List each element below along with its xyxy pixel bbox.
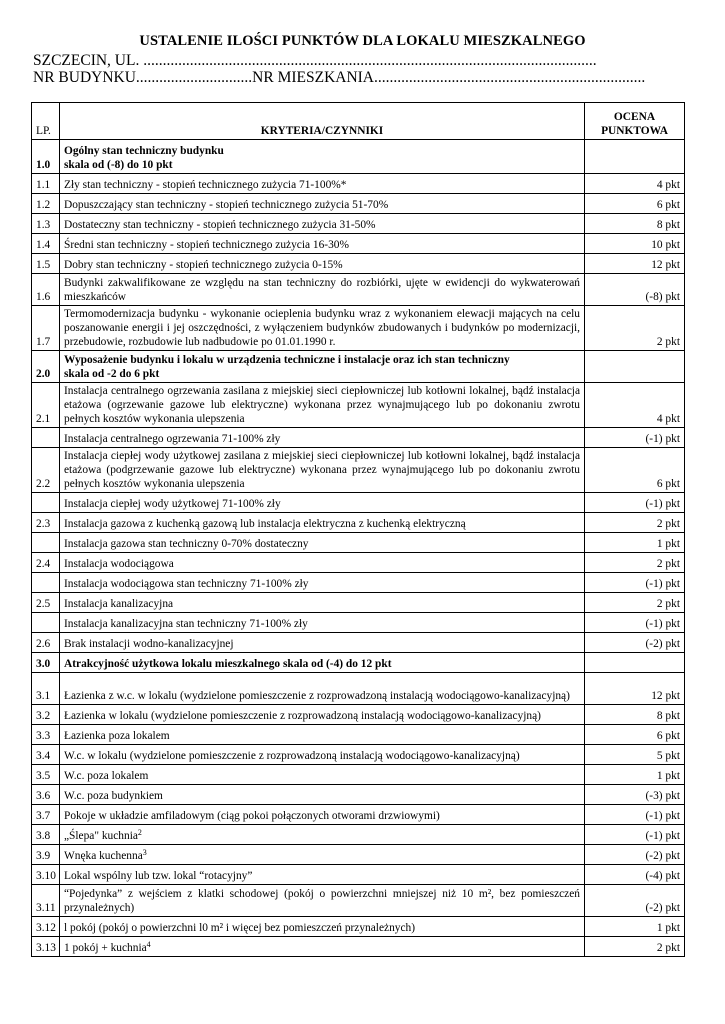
row-criteria (60, 765, 585, 785)
table-header-row (32, 103, 685, 140)
table-row (32, 725, 685, 745)
criteria-text: “Pojedynka” z wejściem z klatki schodowej (pokój o powierzchni mniejszej niż 10 m², bez pomieszczeń przynależnych) (64, 888, 580, 914)
row-criteria (60, 448, 585, 493)
row-score: 1 pkt (585, 765, 685, 785)
table-row (32, 673, 685, 705)
row-number: 2.6 (32, 633, 60, 653)
table-row (32, 533, 685, 553)
row-criteria (60, 745, 585, 765)
row-number: 3.4 (32, 745, 60, 765)
row-criteria (60, 805, 585, 825)
criteria-text: Atrakcyjność użytkowa lokalu mieszkalnego skala od (-4) do 12 pkt (64, 658, 392, 670)
building-apartment-line: NR BUDYNKU..............................NR MIESZKANIA...................................................................... (33, 69, 646, 86)
row-criteria (60, 593, 585, 613)
row-number: 3.1 (32, 673, 60, 705)
row-score: (-1) pkt (585, 613, 685, 633)
criteria-text: Łazienka poza lokalem (64, 730, 170, 742)
table-row (32, 705, 685, 725)
row-number (32, 573, 60, 593)
footnote-marker: 2 (137, 828, 142, 837)
criteria-text: Instalacja kanalizacyjna stan techniczny 71-100% zły (64, 618, 308, 630)
row-number: 1.3 (32, 214, 60, 234)
row-criteria (60, 825, 585, 845)
criteria-text: „Ślepa" kuchnia (64, 830, 138, 842)
row-score: 4 pkt (585, 174, 685, 194)
row-score: 2 pkt (585, 593, 685, 613)
criteria-text: Instalacja gazowa z kuchenką gazową lub instalacja elektryczna z kuchenką elektryczną (64, 518, 466, 530)
table-row (32, 937, 685, 957)
row-number: 3.10 (32, 865, 60, 885)
criteria-text: Lokal wspólny lub tzw. lokal “rotacyjny” (64, 870, 253, 882)
row-score: 2 pkt (585, 306, 685, 351)
row-number: 3.0 (32, 653, 60, 673)
criteria-table (31, 102, 685, 957)
row-criteria (60, 885, 585, 917)
row-number: 3.8 (32, 825, 60, 845)
criteria-text: Instalacja wodociągowa (64, 558, 174, 570)
row-criteria (60, 633, 585, 653)
criteria-text: Instalacja ciepłej wody użytkowej zasilana z miejskiej sieci ciepłowniczej lub kotłowni lokalnej, bądź instalacja etażowa (podgrzewanie gazowe lub elektryczne) wykonana przez wynajmującego lub po dokonaniu zwrotu pełnych kosztów wykonania ulepszenia (64, 450, 580, 490)
row-criteria (60, 917, 585, 937)
row-criteria (60, 351, 585, 383)
table-row (32, 917, 685, 937)
header-score: OCENA PUNKTOWA (585, 103, 685, 140)
row-score: (-4) pkt (585, 865, 685, 885)
row-score: (-1) pkt (585, 493, 685, 513)
section-row (32, 140, 685, 174)
row-number (32, 533, 60, 553)
row-score: 6 pkt (585, 725, 685, 745)
criteria-text: W.c. poza lokalem (64, 770, 149, 782)
table-row (32, 493, 685, 513)
criteria-text: Zły stan techniczny - stopień technicznego zużycia 71-100%* (64, 179, 347, 191)
table-row (32, 194, 685, 214)
criteria-text: Wyposażenie budynku i lokalu w urządzenia techniczne i instalacje oraz ich stan techniczny skala od -2 do 6 pkt (64, 354, 510, 380)
row-number (32, 428, 60, 448)
header-lp: LP. (32, 103, 60, 140)
row-number: 2.4 (32, 553, 60, 573)
row-score: (-2) pkt (585, 885, 685, 917)
row-number: 2.2 (32, 448, 60, 493)
criteria-text: Pokoje w układzie amfiladowym (ciąg pokoi połączonych otworami drzwiowymi) (64, 810, 440, 822)
table-row (32, 613, 685, 633)
row-number: 3.11 (32, 885, 60, 917)
address-line: SZCZECIN, UL. ..................................................................................................................... (33, 52, 597, 69)
row-number: 2.1 (32, 383, 60, 428)
row-score: 1 pkt (585, 917, 685, 937)
row-score: 2 pkt (585, 553, 685, 573)
row-number: 3.3 (32, 725, 60, 745)
row-criteria (60, 493, 585, 513)
row-score (585, 140, 685, 174)
criteria-text: Ogólny stan techniczny budynku skala od (-8) do 10 pkt (64, 145, 224, 171)
row-score: (-8) pkt (585, 274, 685, 306)
row-number: 2.3 (32, 513, 60, 533)
row-number (32, 613, 60, 633)
table-row (32, 633, 685, 653)
row-criteria (60, 673, 585, 705)
criteria-text: Brak instalacji wodno-kanalizacyjnej (64, 638, 234, 650)
table-row (32, 448, 685, 493)
table-row (32, 428, 685, 448)
row-number: 1.5 (32, 254, 60, 274)
table-row (32, 865, 685, 885)
table-row (32, 845, 685, 865)
table-row (32, 785, 685, 805)
criteria-text: 1 pokój + kuchnia (64, 942, 147, 954)
criteria-text: Instalacja gazowa stan techniczny 0-70% dostateczny (64, 538, 309, 550)
row-score (585, 351, 685, 383)
criteria-text: Dopuszczający stan techniczny - stopień technicznego zużycia 51-70% (64, 199, 389, 211)
row-criteria (60, 194, 585, 214)
criteria-text: Termomodernizacja budynku - wykonanie ocieplenia budynku wraz z wykonaniem elewacji mających na celu poszanowanie energii i jej oszczędności, z wyłączeniem budynków zbudowanych i budynków po modernizacji, przebudowie, rozbudowie lub nadbudowie po 01.01.1990 r. (64, 308, 580, 348)
table-row (32, 573, 685, 593)
row-criteria (60, 513, 585, 533)
row-score (585, 653, 685, 673)
table-row (32, 306, 685, 351)
row-criteria (60, 174, 585, 194)
row-score: 1 pkt (585, 533, 685, 553)
criteria-text: Dostateczny stan techniczny - stopień technicznego zużycia 31-50% (64, 219, 376, 231)
table-row (32, 885, 685, 917)
row-score: 12 pkt (585, 254, 685, 274)
table-row (32, 214, 685, 234)
footnote-marker: 4 (146, 940, 151, 949)
row-number: 1.4 (32, 234, 60, 254)
row-criteria (60, 214, 585, 234)
criteria-text: Wnęka kuchenna (64, 850, 143, 862)
row-number: 1.7 (32, 306, 60, 351)
table-row (32, 765, 685, 785)
criteria-text: Budynki zakwalifikowane ze względu na stan techniczny do rozbiórki, ujęte w ewidencji do wykwaterowań mieszkańców (64, 277, 580, 303)
criteria-text: Średni stan techniczny - stopień technicznego zużycia 16-30% (64, 239, 349, 251)
table-row (32, 593, 685, 613)
row-criteria (60, 573, 585, 593)
table-row (32, 274, 685, 306)
criteria-text: W.c. poza budynkiem (64, 790, 163, 802)
section-row (32, 653, 685, 673)
row-criteria (60, 428, 585, 448)
row-number: 1.0 (32, 140, 60, 174)
row-score: (-2) pkt (585, 633, 685, 653)
criteria-text: l pokój (pokój o powierzchni l0 m² i więcej bez pomieszczeń przynależnych) (64, 922, 416, 934)
row-criteria (60, 937, 585, 957)
row-score: (-1) pkt (585, 428, 685, 448)
row-criteria (60, 234, 585, 254)
table-row (32, 513, 685, 533)
criteria-text: Instalacja kanalizacyjna (64, 598, 174, 610)
row-criteria (60, 865, 585, 885)
criteria-text: Instalacja centralnego ogrzewania zasilana z miejskiej sieci ciepłowniczej lub kotłowni lokalnej, bądź instalacja etażowa (ogrzewanie gazowe lub elektryczne) wykonana przez wynajmującego lub po dokonaniu zwrotu pełnych kosztów wykonania ulepszenia (64, 385, 580, 425)
row-number: 1.2 (32, 194, 60, 214)
row-score: (-3) pkt (585, 785, 685, 805)
document-title: USTALENIE ILOŚCI PUNKTÓW DLA LOKALU MIESZKALNEGO (139, 33, 586, 49)
row-number: 2.0 (32, 351, 60, 383)
row-criteria (60, 254, 585, 274)
header-criteria: KRYTERIA/CZYNNIKI (60, 103, 585, 140)
row-criteria (60, 140, 585, 174)
row-score: 12 pkt (585, 673, 685, 705)
row-criteria (60, 613, 585, 633)
row-number: 3.12 (32, 917, 60, 937)
row-score: 2 pkt (585, 513, 685, 533)
row-number: 3.6 (32, 785, 60, 805)
row-number (32, 493, 60, 513)
row-score: 8 pkt (585, 705, 685, 725)
footnote-marker: 3 (142, 848, 147, 857)
row-criteria (60, 553, 585, 573)
row-score: 8 pkt (585, 214, 685, 234)
criteria-text: Dobry stan techniczny - stopień technicznego zużycia 0-15% (64, 259, 343, 271)
row-criteria (60, 785, 585, 805)
criteria-text: Instalacja centralnego ogrzewania 71-100% zły (64, 433, 281, 445)
criteria-text: Instalacja ciepłej wody użytkowej 71-100% zły (64, 498, 281, 510)
row-criteria (60, 533, 585, 553)
row-criteria (60, 274, 585, 306)
table-row (32, 825, 685, 845)
row-score: (-1) pkt (585, 825, 685, 845)
row-criteria (60, 845, 585, 865)
table-row (32, 745, 685, 765)
row-score: 10 pkt (585, 234, 685, 254)
row-number: 2.5 (32, 593, 60, 613)
table-row (32, 234, 685, 254)
table-row (32, 254, 685, 274)
criteria-text: Łazienka z w.c. w lokalu (wydzielone pomieszczenie z rozprowadzoną instalacją wodociągowo-kanalizacyjną) (64, 690, 570, 702)
row-number: 3.9 (32, 845, 60, 865)
table-row (32, 174, 685, 194)
row-score: 4 pkt (585, 383, 685, 428)
row-criteria (60, 705, 585, 725)
criteria-text: Łazienka w lokalu (wydzielone pomieszczenie z rozprowadzoną instalacją wodociągowo-kanalizacyjną) (64, 710, 541, 722)
section-row (32, 351, 685, 383)
row-number: 1.6 (32, 274, 60, 306)
row-score: 6 pkt (585, 194, 685, 214)
row-criteria (60, 383, 585, 428)
criteria-text: Instalacja wodociągowa stan techniczny 71-100% zły (64, 578, 309, 590)
row-number: 3.7 (32, 805, 60, 825)
row-score: (-1) pkt (585, 805, 685, 825)
row-criteria (60, 725, 585, 745)
table-row (32, 383, 685, 428)
row-number: 3.5 (32, 765, 60, 785)
row-score: (-1) pkt (585, 573, 685, 593)
row-score: 2 pkt (585, 937, 685, 957)
row-score: 5 pkt (585, 745, 685, 765)
row-criteria (60, 306, 585, 351)
criteria-text: W.c. w lokalu (wydzielone pomieszczenie z rozprowadzoną instalacją wodociągowo-kanalizacyjną) (64, 750, 520, 762)
row-score: 6 pkt (585, 448, 685, 493)
table-row (32, 805, 685, 825)
table-row (32, 553, 685, 573)
row-number: 3.2 (32, 705, 60, 725)
row-number: 3.13 (32, 937, 60, 957)
row-number: 1.1 (32, 174, 60, 194)
row-criteria (60, 653, 585, 673)
row-score: (-2) pkt (585, 845, 685, 865)
